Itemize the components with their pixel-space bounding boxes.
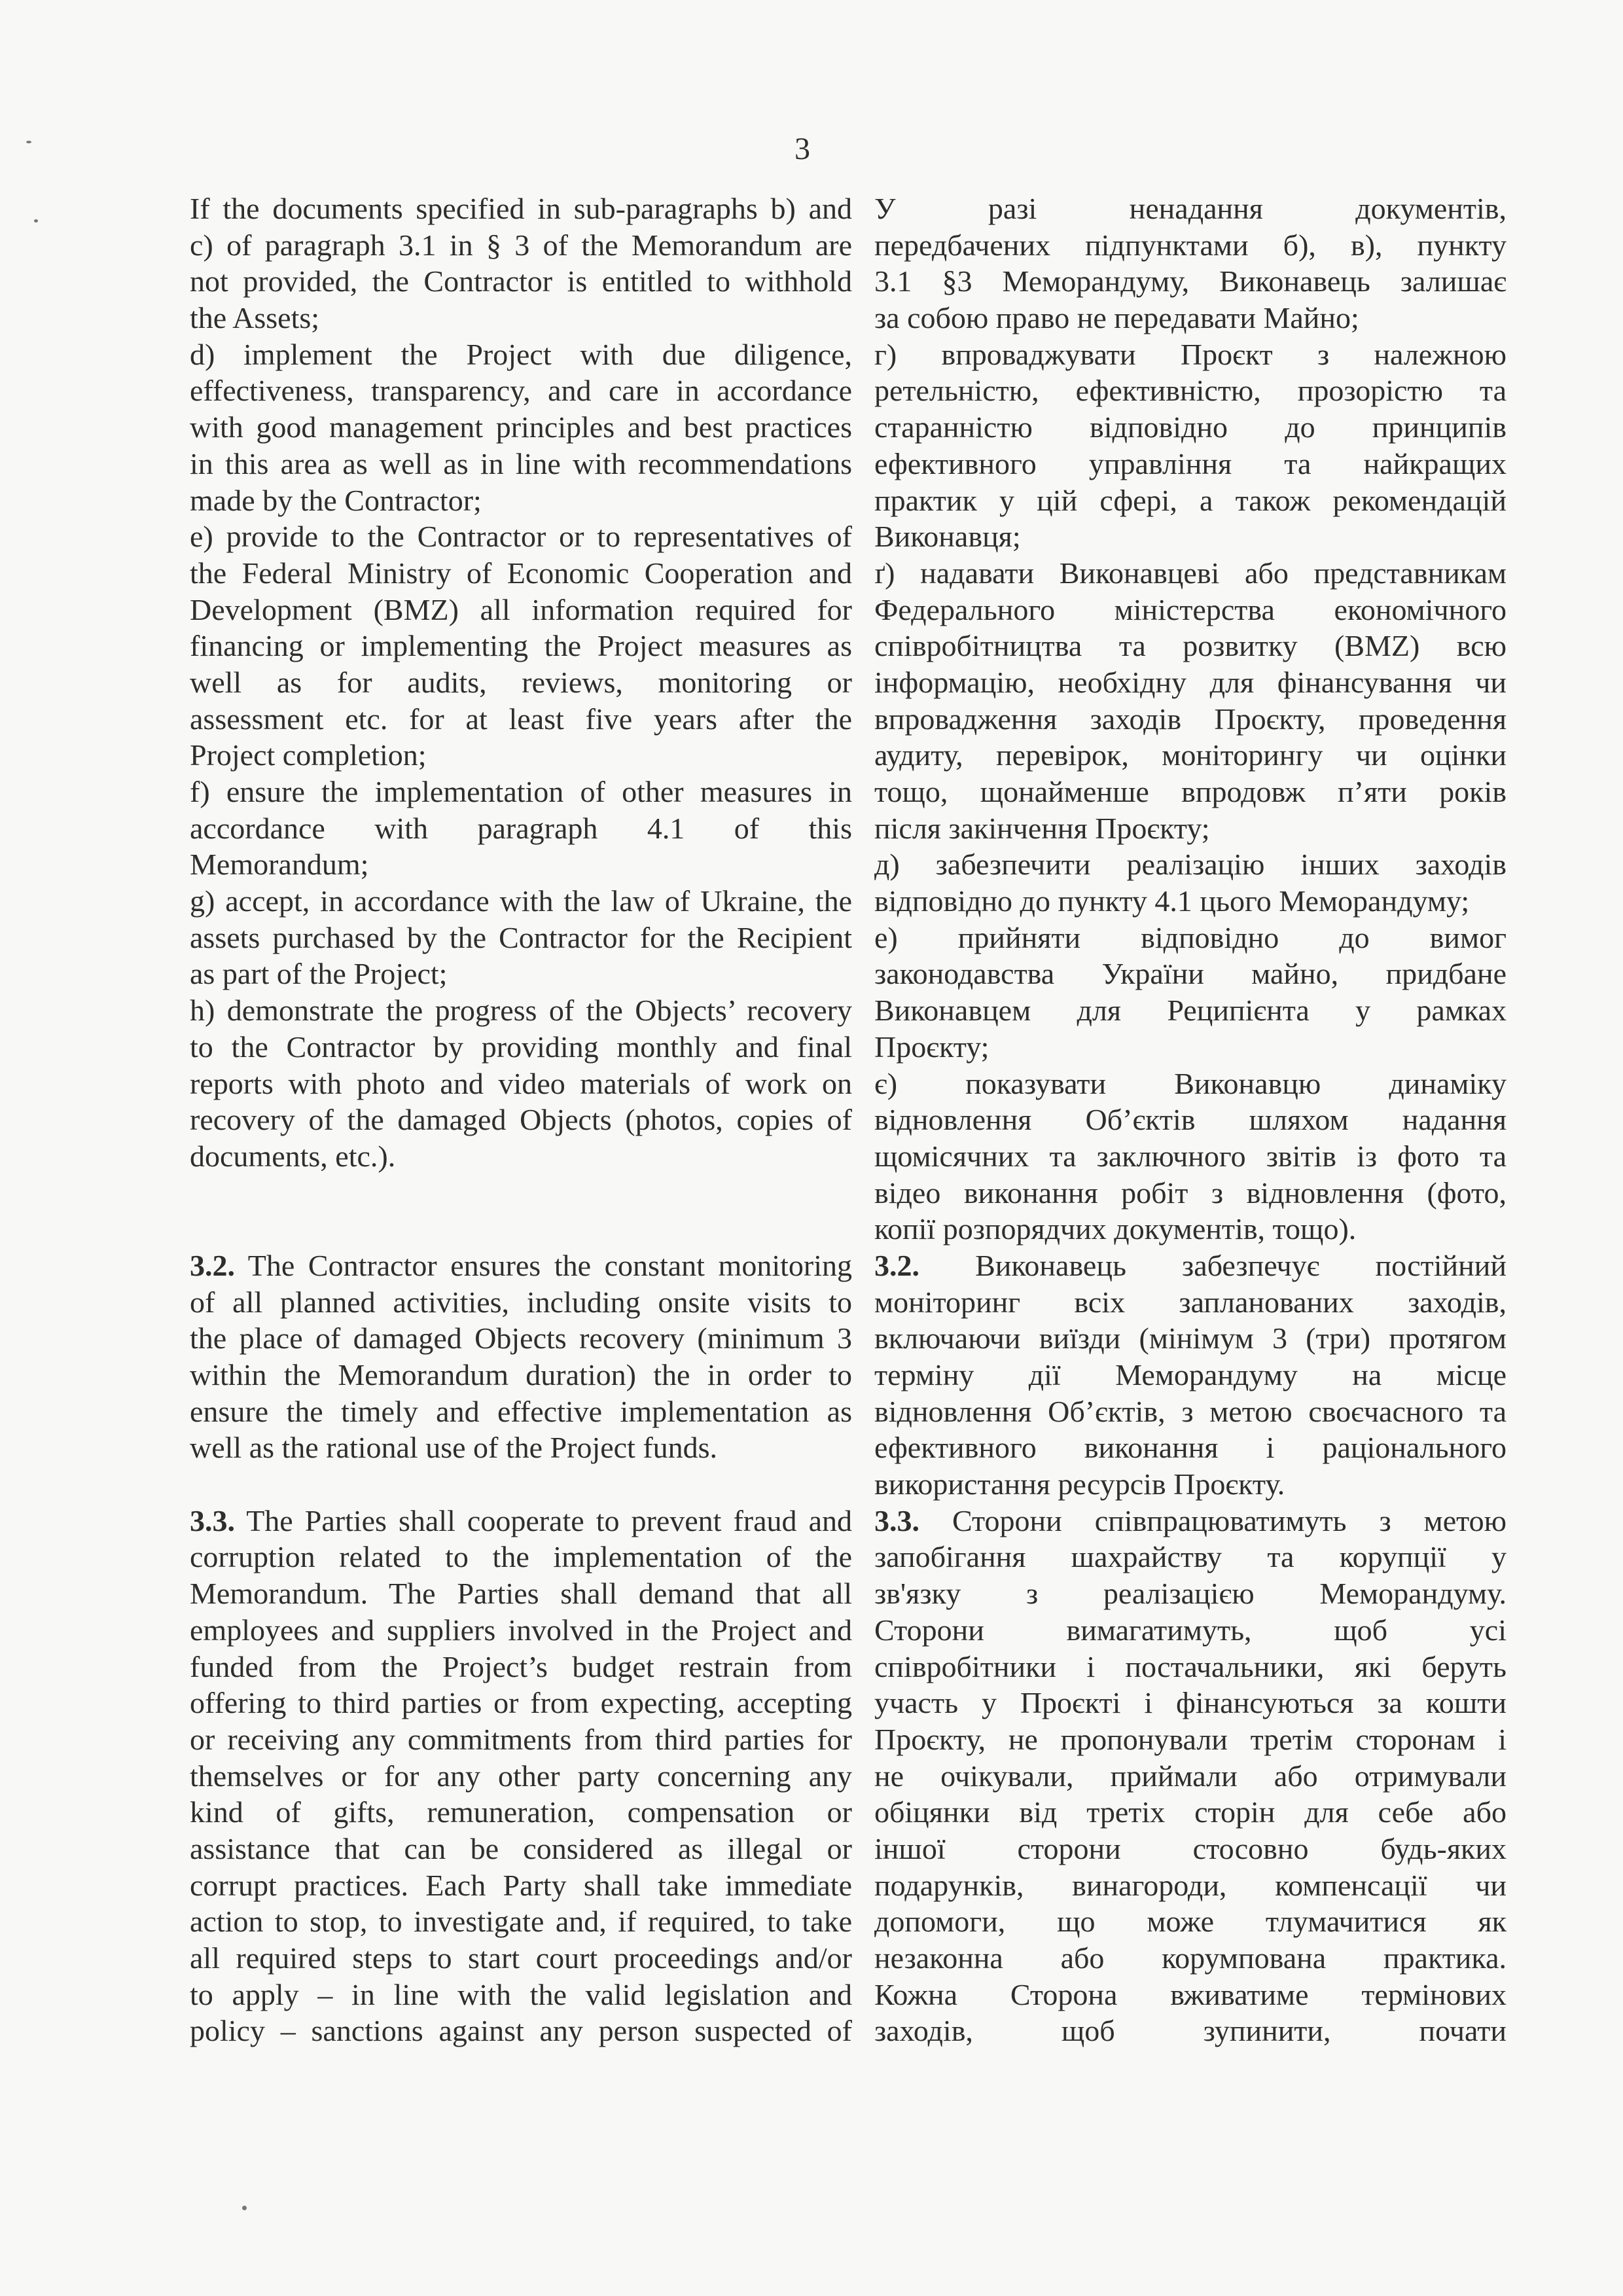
scan-speck <box>26 141 31 143</box>
text-line: not provided, the Contractor is entitled to withhold <box>190 264 852 298</box>
paragraph <box>190 883 852 992</box>
ukrainian-column <box>874 190 1507 2049</box>
text-line: відповідно до пункту 4.1 цього Меморандуму; <box>874 884 1470 918</box>
paragraph <box>874 336 1507 555</box>
text-line: ефективного виконання і раціонального <box>874 1431 1507 1465</box>
text-line: копії розпорядчих документів, тощо). <box>874 1212 1357 1246</box>
text-line: Memorandum. The Parties shall demand that all <box>190 1577 852 1611</box>
text-line: Проєкту, не пропонували третім сторонам і <box>874 1722 1507 1756</box>
text-line: ефективного управління та найкращих <box>874 446 1507 480</box>
text-line: терміну дії Меморандуму на місце <box>874 1358 1507 1391</box>
text-line: не очікували, приймали або отримували <box>874 1759 1507 1793</box>
text-line: щомісячних та заключного звітів із фото та <box>874 1139 1507 1173</box>
text-line: включаючи виїзди (мінімум 3 (три) протягом <box>874 1321 1507 1355</box>
text-line <box>874 1503 1507 1539</box>
text-line: Сторони вимагатимуть, щоб усі <box>874 1613 1507 1647</box>
english-column <box>190 190 852 2049</box>
paragraph <box>190 336 852 518</box>
text-line: recovery of the damaged Objects (photos, copies of <box>190 1103 852 1137</box>
text-line: assets purchased by the Contractor for the Recipient <box>190 920 852 954</box>
text-line: використання ресурсів Проєкту. <box>874 1467 1285 1501</box>
text-line: within the Memorandum duration) the in order to <box>190 1358 852 1392</box>
line-text: The Parties shall cooperate to prevent fraud and <box>235 1503 852 1537</box>
text-line: д) забезпечити реалізацію інших заходів <box>874 848 1507 882</box>
text-line: незаконна або корумпована практика. <box>874 1941 1507 1975</box>
text-line: передбачених підпунктами б), в), пункту <box>874 228 1507 262</box>
text-line: старанністю відповідно до принципів <box>874 410 1507 444</box>
paragraph <box>874 190 1507 336</box>
text-line: за собою право не передавати Майно; <box>874 301 1359 335</box>
paragraph <box>190 190 852 336</box>
text-line: well as for audits, reviews, monitoring or <box>190 665 852 699</box>
text-line: f) ensure the implementation of other measures in <box>190 775 852 808</box>
line-text: Сторони співпрацюватимуть з метою <box>919 1503 1507 1537</box>
text-line: employees and suppliers involved in the Project and <box>190 1613 852 1647</box>
text-line: funded from the Project’s budget restrain from <box>190 1649 852 1683</box>
text-line: reports with photo and video materials of work on <box>190 1066 852 1100</box>
text-line: відео виконання робіт з відновлення (фото, <box>874 1175 1507 1210</box>
text-line: участь у Проєкті і фінансуються за кошти <box>874 1686 1507 1720</box>
paragraph <box>190 992 852 1174</box>
text-line: обіцянки від третіх сторін для себе або <box>874 1795 1507 1829</box>
text-line: accordance with paragraph 4.1 of this <box>190 811 852 845</box>
text-line: Memorandum; <box>190 848 369 882</box>
text-line: to apply – in line with the valid legislation and <box>190 1977 852 2011</box>
text-line: the place of damaged Objects recovery (minimum 3 <box>190 1321 852 1355</box>
text-line <box>190 1503 852 1539</box>
text-line: themselves or for any other party concerning any <box>190 1759 852 1793</box>
text-line: the Assets; <box>190 301 320 335</box>
section-number: 3.3. <box>190 1503 235 1537</box>
line-text: Виконавець забезпечує постійний <box>919 1248 1507 1282</box>
text-line: г) впроваджувати Проєкт з належною <box>874 337 1507 371</box>
text-line: після закінчення Проєкту; <box>874 811 1210 845</box>
paragraph <box>190 518 852 774</box>
paragraph <box>874 846 1507 919</box>
text-line: моніторинг всіх запланованих заходів, <box>874 1285 1507 1319</box>
text-line: запобігання шахрайству та корупції у <box>874 1540 1507 1574</box>
text-line: ensure the timely and effective implementation as <box>190 1394 852 1428</box>
text-line: If the documents specified in sub-paragraphs b) and <box>190 192 852 225</box>
text-line: впровадження заходів Проєкту, проведення <box>874 702 1507 736</box>
text-line: У разі ненадання документів, <box>874 192 1507 225</box>
text-line: ґ) надавати Виконавцеві або представникам <box>874 556 1507 590</box>
text-line: Development (BMZ) all information required for <box>190 592 852 626</box>
text-line <box>874 1247 1507 1284</box>
page-number: 3 <box>794 132 810 166</box>
paragraph <box>874 920 1507 1066</box>
text-line: зв'язку з реалізацією Меморандуму. <box>874 1577 1507 1611</box>
text-line: Виконавця; <box>874 520 1021 554</box>
text-line: ретельністю, ефективністю, прозорістю та <box>874 374 1507 408</box>
text-line: corrupt practices. Each Party shall take immediate <box>190 1868 852 1902</box>
text-line: співробітництва та розвитку (BMZ) всю <box>874 629 1507 663</box>
text-line: assistance that can be considered as illegal or <box>190 1831 852 1865</box>
text-line: Project completion; <box>190 738 427 772</box>
text-line <box>190 1247 852 1284</box>
text-line: Федерального міністерства економічного <box>874 592 1507 626</box>
text-line: as part of the Project; <box>190 957 448 991</box>
text-line: made by the Contractor; <box>190 483 482 517</box>
paragraph <box>874 1066 1507 1247</box>
text-line: to the Contractor by providing monthly and final <box>190 1030 852 1064</box>
text-line: подарунків, винагороди, компенсації чи <box>874 1868 1507 1902</box>
text-line: offering to third parties or from expecting, accepting <box>190 1686 852 1720</box>
text-line: іншої сторони стосовно будь-яких <box>874 1831 1507 1865</box>
text-line: відновлення Об’єктів, з метою своєчасного та <box>874 1394 1507 1428</box>
text-line: effectiveness, transparency, and care in accordance <box>190 374 852 408</box>
text-line: є) показувати Виконавцю динаміку <box>874 1066 1507 1100</box>
section-number: 3.3. <box>874 1503 919 1537</box>
text-line: відновлення Об’єктів шляхом надання <box>874 1103 1507 1137</box>
section-3-3 <box>190 1503 852 2049</box>
text-line: заходів, щоб зупинити, почати <box>874 2014 1507 2048</box>
text-line: with good management principles and best practices <box>190 410 852 444</box>
text-line: of all planned activities, including onsite visits to <box>190 1285 852 1319</box>
text-line: законодавства України майно, придбане <box>874 957 1507 991</box>
text-line: тощо, щонайменше впродовж п’яти років <box>874 775 1507 808</box>
text-line: Проєкту; <box>874 1030 990 1064</box>
text-line: співробітники і постачальники, які беруть <box>874 1649 1507 1683</box>
text-line: documents, etc.). <box>190 1139 396 1173</box>
text-line: g) accept, in accordance with the law of Ukraine, the <box>190 884 852 918</box>
text-line: допомоги, що може тлумачитися як <box>874 1905 1507 1939</box>
paragraph <box>190 774 852 883</box>
text-line: аудиту, перевірок, моніторингу чи оцінки <box>874 738 1507 772</box>
text-line: or receiving any commitments from third parties for <box>190 1722 852 1756</box>
section-3-3 <box>874 1503 1507 2049</box>
text-line: financing or implementing the Project measures as <box>190 629 852 663</box>
text-line: policy – sanctions against any person suspected of <box>190 2014 852 2048</box>
text-line: е) прийняти відповідно до вимог <box>874 920 1507 954</box>
text-line: kind of gifts, remuneration, compensation or <box>190 1795 852 1829</box>
line-text: The Contractor ensures the constant monitoring <box>235 1248 852 1282</box>
text-line: in this area as well as in line with recommendations <box>190 446 852 480</box>
text-line: інформацію, необхідну для фінансування чи <box>874 665 1507 699</box>
text-line: the Federal Ministry of Economic Cooperation and <box>190 556 852 590</box>
text-line: well as the rational use of the Project funds. <box>190 1431 718 1465</box>
scan-speck <box>34 219 38 223</box>
text-line: Виконавцем для Реципієнта у рамках <box>874 994 1507 1028</box>
scan-speck <box>242 2206 247 2210</box>
text-line: action to stop, to investigate and, if required, to take <box>190 1905 852 1939</box>
text-line: 3.1 §3 Меморандуму, Виконавець залишає <box>874 264 1507 298</box>
section-3-2 <box>190 1247 852 1466</box>
section-number: 3.2. <box>874 1248 919 1282</box>
paragraph <box>874 555 1507 847</box>
text-line: e) provide to the Contractor or to representatives of <box>190 520 852 554</box>
text-line: h) demonstrate the progress of the Objects’ recovery <box>190 994 852 1028</box>
section-3-2 <box>874 1247 1507 1503</box>
text-line: corruption related to the implementation of the <box>190 1540 852 1574</box>
text-line: all required steps to start court proceedings and/or <box>190 1941 852 1975</box>
text-line: assessment etc. for at least five years after the <box>190 702 852 736</box>
section-number: 3.2. <box>190 1248 235 1282</box>
text-line: практик у цій сфері, а також рекомендацій <box>874 483 1507 517</box>
text-line: c) of paragraph 3.1 in § 3 of the Memorandum are <box>190 228 852 262</box>
text-line: d) implement the Project with due diligence, <box>190 337 852 371</box>
text-line: Кожна Сторона вживатиме термінових <box>874 1977 1507 2011</box>
